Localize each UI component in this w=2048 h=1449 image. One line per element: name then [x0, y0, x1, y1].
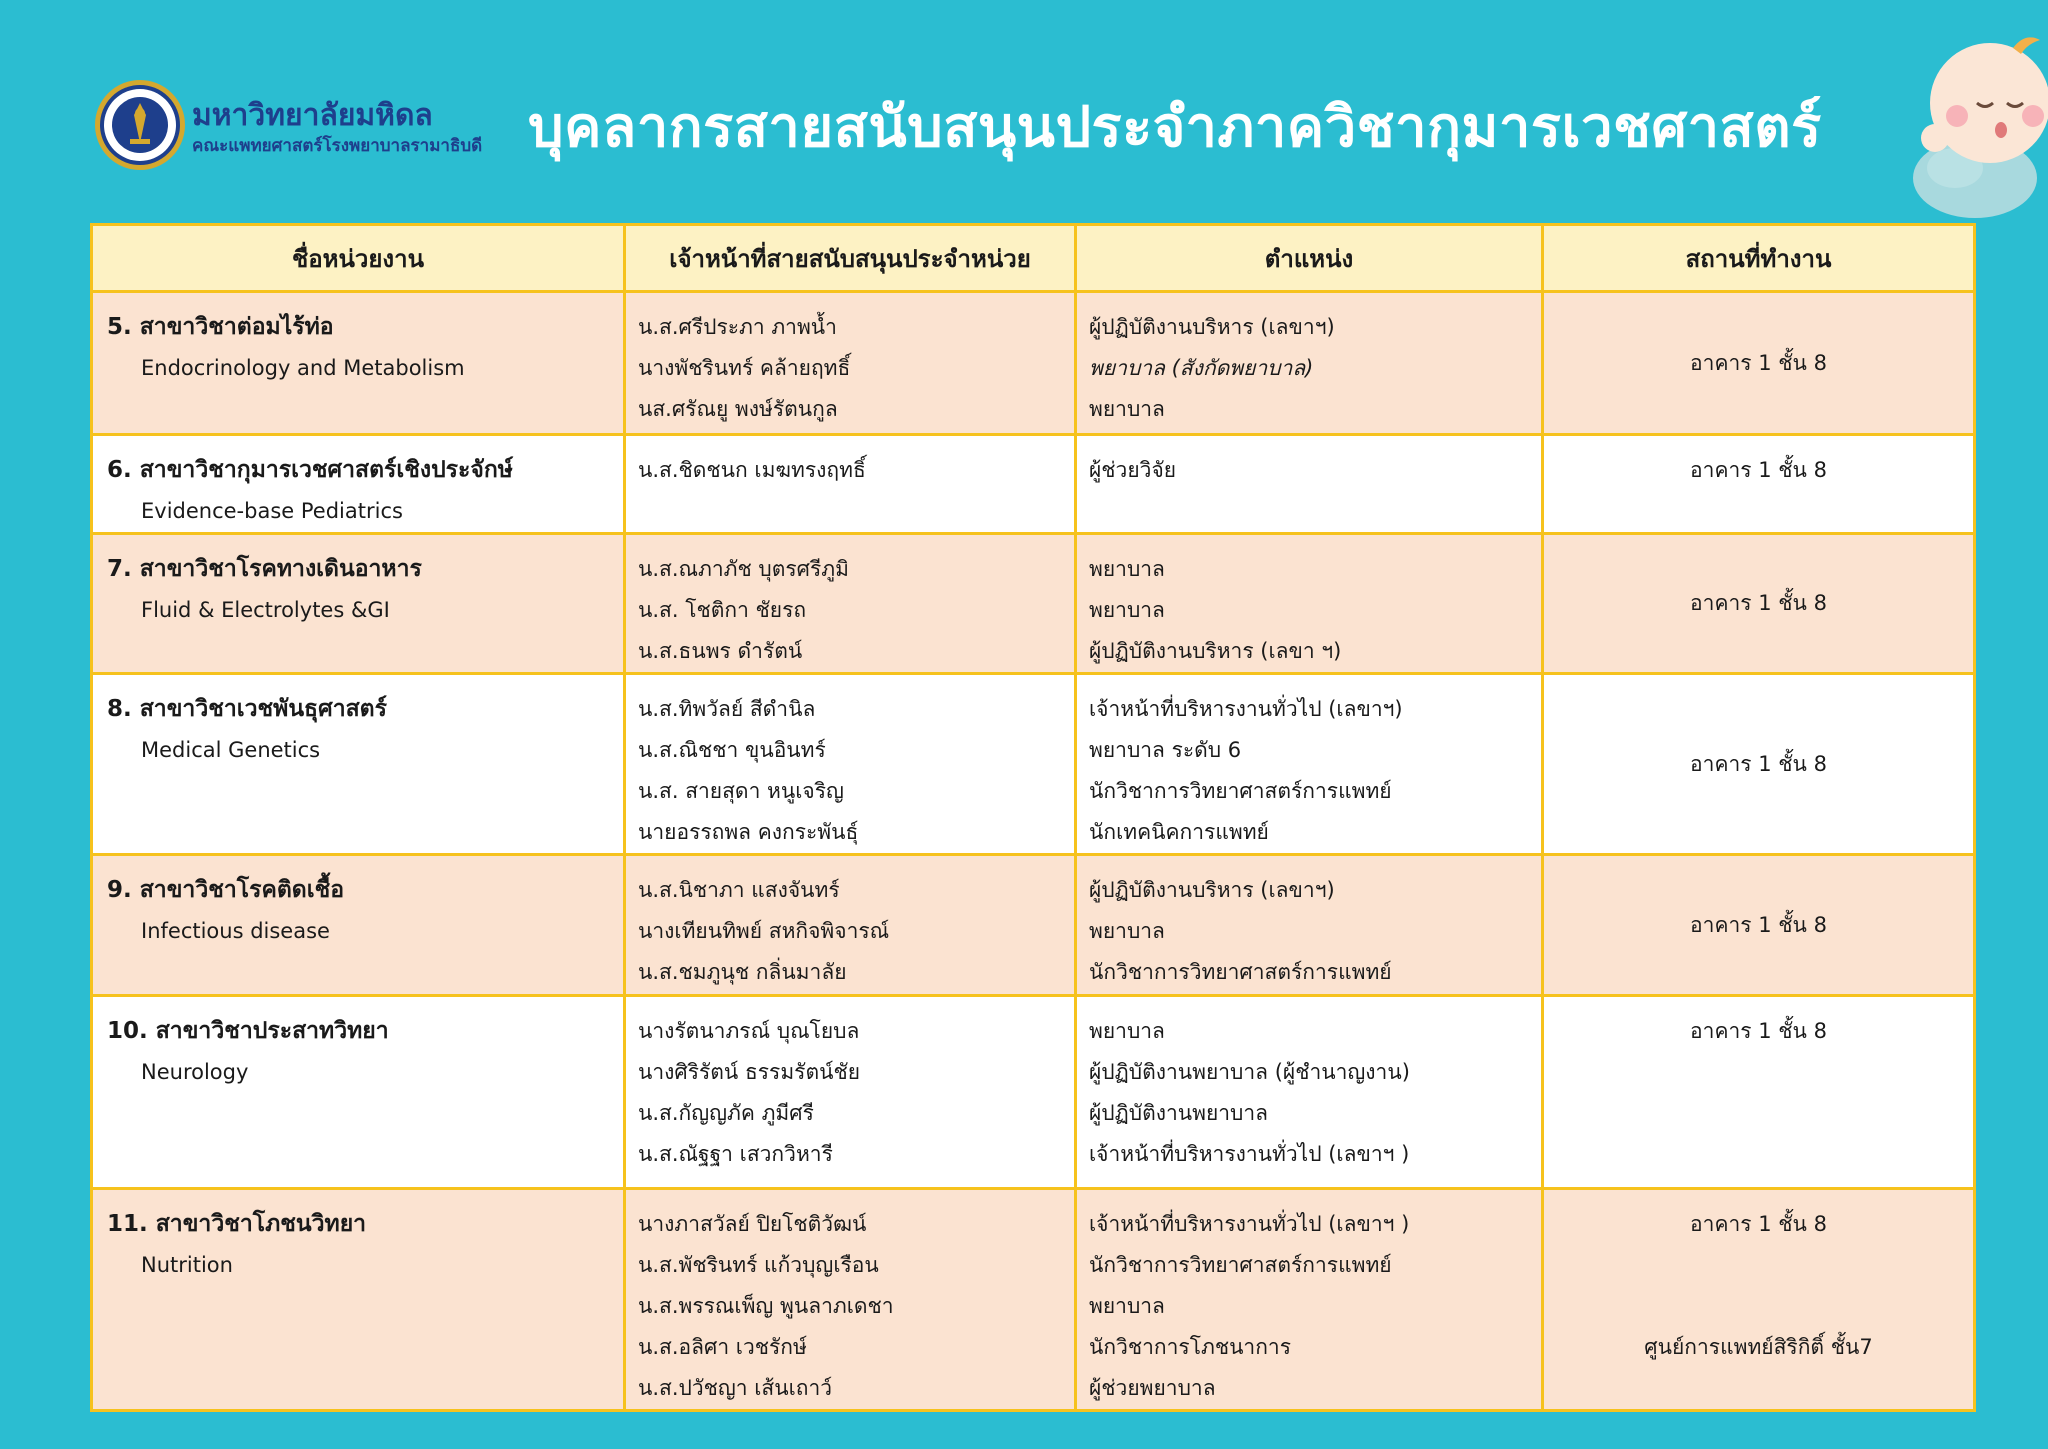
unit-name-th: 7. สาขาวิชาโรคทางเดินอาหาร — [107, 556, 422, 582]
position: พยาบาล (สังกัดพยาบาล) — [1089, 356, 1314, 380]
university-seal-icon — [95, 80, 185, 170]
staff-table — [90, 223, 1976, 1412]
position: พยาบาล — [1089, 598, 1165, 622]
unit-name-en: Fluid & Electrolytes &GI — [141, 598, 390, 622]
staff-name: น.ส.กัญญภัค ภูมีศรี — [638, 1101, 814, 1125]
position-cell — [1076, 674, 1543, 855]
unit-cell — [92, 534, 625, 674]
staff-name: น.ส.พรรณเพ็ญ พูนลาภเดชา — [638, 1294, 894, 1318]
unit-name-th: 5. สาขาวิชาต่อมไร้ท่อ — [107, 314, 334, 340]
staff-name: นางรัตนาภรณ์ บุณโยบล — [638, 1019, 860, 1043]
unit-cell — [92, 855, 625, 996]
table-row — [92, 534, 1975, 674]
staff-name: น.ส.ทิพวัลย์ สีดำนิล — [638, 697, 816, 721]
location-cell — [1543, 534, 1975, 674]
position-cell — [1076, 1189, 1543, 1411]
staff-name: น.ส.ศรีประภา ภาพน้ำ — [638, 315, 837, 339]
table-row — [92, 674, 1975, 855]
position: นักวิชาการโภชนาการ — [1089, 1335, 1292, 1359]
table-row — [92, 996, 1975, 1189]
staff-name: นส.ศรัณยู พงษ์รัตนกูล — [638, 397, 838, 421]
staff-name: น.ส.ณัฐฐา เสวกวิหารี — [638, 1142, 833, 1166]
location: อาคาร 1 ชั้น 8 — [1690, 1019, 1827, 1043]
position: นักเทคนิคการแพทย์ — [1089, 820, 1269, 844]
position: พยาบาล — [1089, 557, 1165, 581]
column-header-unit: ชื่อหน่วยงาน — [92, 225, 625, 292]
staff-name: น.ส.อลิศา เวชรักษ์ — [638, 1335, 807, 1359]
staff-cell — [625, 674, 1076, 855]
staff-name: น.ส.ชิดชนก เมฆทรงฤทธิ์ — [638, 458, 866, 482]
staff-name: นายอรรถพล คงกระพันธุ์ — [638, 820, 859, 844]
position: ผู้ปฏิบัติงานพยาบาล — [1089, 1101, 1269, 1125]
staff-name: น.ส. โชติกา ชัยรถ — [638, 598, 807, 622]
position-cell — [1076, 534, 1543, 674]
location-cell — [1543, 855, 1975, 996]
location-cell — [1543, 674, 1975, 855]
unit-name-th: 11. สาขาวิชาโภชนวิทยา — [107, 1211, 367, 1237]
unit-name-en: Infectious disease — [141, 919, 330, 943]
column-header-position: ตำแหน่ง — [1076, 225, 1543, 292]
staff-cell — [625, 435, 1076, 534]
staff-name: น.ส.ธนพร ดำรัตน์ — [638, 639, 803, 663]
position: นักวิชาการวิทยาศาสตร์การแพทย์ — [1089, 1253, 1392, 1277]
position: นักวิชาการวิทยาศาสตร์การแพทย์ — [1089, 960, 1392, 984]
staff-name: น.ส.ปวัชญา เส้นเถาว์ — [638, 1376, 833, 1400]
location: อาคาร 1 ชั้น 8 — [1690, 591, 1827, 615]
staff-name: น.ส.ณิชชา ขุนอินทร์ — [638, 738, 826, 762]
position: ผู้ปฏิบัติงานพยาบาล (ผู้ชำนาญงาน) — [1089, 1060, 1410, 1084]
position: ผู้ช่วยพยาบาล — [1089, 1376, 1216, 1400]
staff-cell — [625, 996, 1076, 1189]
position: เจ้าหน้าที่บริหารงานทั่วไป (เลขาฯ ) — [1089, 1212, 1410, 1236]
location-cell — [1543, 1189, 1975, 1411]
unit-name-th: 8. สาขาวิชาเวชพันธุศาสตร์ — [107, 696, 387, 722]
university-name: มหาวิทยาลัยมหิดล — [192, 98, 433, 133]
staff-name: นางพัชรินทร์ คล้ายฤทธิ์ — [638, 356, 851, 380]
position: พยาบาล — [1089, 1294, 1165, 1318]
unit-name-en: Endocrinology and Metabolism — [141, 356, 465, 380]
unit-name-en: Medical Genetics — [141, 738, 321, 762]
unit-name-en: Evidence-base Pediatrics — [141, 499, 403, 523]
position-cell — [1076, 435, 1543, 534]
faculty-name: คณะแพทยศาสตร์โรงพยาบาลรามาธิบดี — [192, 136, 483, 156]
staff-name: น.ส.ณภาภัช บุตรศรีภูมิ — [638, 557, 849, 581]
staff-cell — [625, 534, 1076, 674]
position: พยาบาล — [1089, 1019, 1165, 1043]
staff-cell — [625, 855, 1076, 996]
position: เจ้าหน้าที่บริหารงานทั่วไป (เลขาฯ ) — [1089, 1142, 1410, 1166]
staff-name: นางเทียนทิพย์ สหกิจพิจารณ์ — [638, 919, 890, 943]
position-cell — [1076, 855, 1543, 996]
location: ศูนย์การแพทย์สิริกิติ์ ชั้น7 — [1644, 1335, 1873, 1359]
staff-name: น.ส. สายสุดา หนูเจริญ — [638, 779, 844, 803]
location: อาคาร 1 ชั้น 8 — [1690, 912, 1827, 937]
location: อาคาร 1 ชั้น 8 — [1690, 350, 1827, 375]
page-title: บุคลากรสายสนับสนุนประจำภาควิชากุมารเวชศาสตร์ — [528, 95, 1822, 160]
position-cell — [1076, 292, 1543, 435]
table-row — [92, 435, 1975, 534]
unit-cell — [92, 1189, 625, 1411]
location: อาคาร 1 ชั้น 8 — [1690, 458, 1827, 482]
unit-name-en: Nutrition — [141, 1253, 233, 1277]
location-cell — [1543, 292, 1975, 435]
table-header-row — [92, 225, 1975, 292]
unit-name-en: Neurology — [141, 1060, 249, 1084]
staff-name: น.ส.ชมภูนุช กลิ่นมาลัย — [638, 960, 847, 984]
unit-cell — [92, 674, 625, 855]
unit-name-th: 6. สาขาวิชากุมารเวชศาสตร์เชิงประจักษ์ — [107, 457, 513, 483]
location: อาคาร 1 ชั้น 8 — [1690, 1212, 1827, 1236]
staff-cell — [625, 1189, 1076, 1411]
position-cell — [1076, 996, 1543, 1189]
position: นักวิชาการวิทยาศาสตร์การแพทย์ — [1089, 779, 1392, 803]
table-row — [92, 855, 1975, 996]
position: ผู้ปฏิบัติงานบริหาร (เลขาฯ) — [1089, 315, 1335, 339]
staff-name: น.ส.พัชรินทร์ แก้วบุญเรือน — [638, 1253, 879, 1277]
position: พยาบาล — [1089, 919, 1165, 943]
position: ผู้ปฏิบัติงานบริหาร (เลขา ฯ) — [1089, 639, 1342, 663]
position: เจ้าหน้าที่บริหารงานทั่วไป (เลขาฯ) — [1089, 697, 1403, 721]
unit-cell — [92, 292, 625, 435]
position: พยาบาล — [1089, 397, 1165, 421]
unit-name-th: 10. สาขาวิชาประสาทวิทยา — [107, 1018, 389, 1044]
location: อาคาร 1 ชั้น 8 — [1690, 751, 1827, 776]
position: พยาบาล ระดับ 6 — [1089, 738, 1242, 762]
staff-name: น.ส.นิชาภา แสงจันทร์ — [638, 878, 840, 902]
unit-name-th: 9. สาขาวิชาโรคติดเชื้อ — [107, 877, 345, 903]
position: ผู้ช่วยวิจัย — [1089, 458, 1177, 482]
table-row — [92, 1189, 1975, 1411]
column-header-location: สถานที่ทำงาน — [1543, 225, 1975, 292]
staff-cell — [625, 292, 1076, 435]
unit-cell — [92, 996, 625, 1189]
unit-cell — [92, 435, 625, 534]
baby-illustration — [1895, 18, 2048, 218]
location-cell — [1543, 996, 1975, 1189]
staff-name: นางภาสวัลย์ ปิยโชติวัฒน์ — [638, 1212, 867, 1236]
position: ผู้ปฏิบัติงานบริหาร (เลขาฯ) — [1089, 878, 1335, 902]
staff-name: นางศิริรัตน์ ธรรมรัตน์ชัย — [638, 1060, 861, 1084]
column-header-staff: เจ้าหน้าที่สายสนับสนุนประจำหน่วย — [625, 225, 1076, 292]
table-row — [92, 292, 1975, 435]
location-cell — [1543, 435, 1975, 534]
